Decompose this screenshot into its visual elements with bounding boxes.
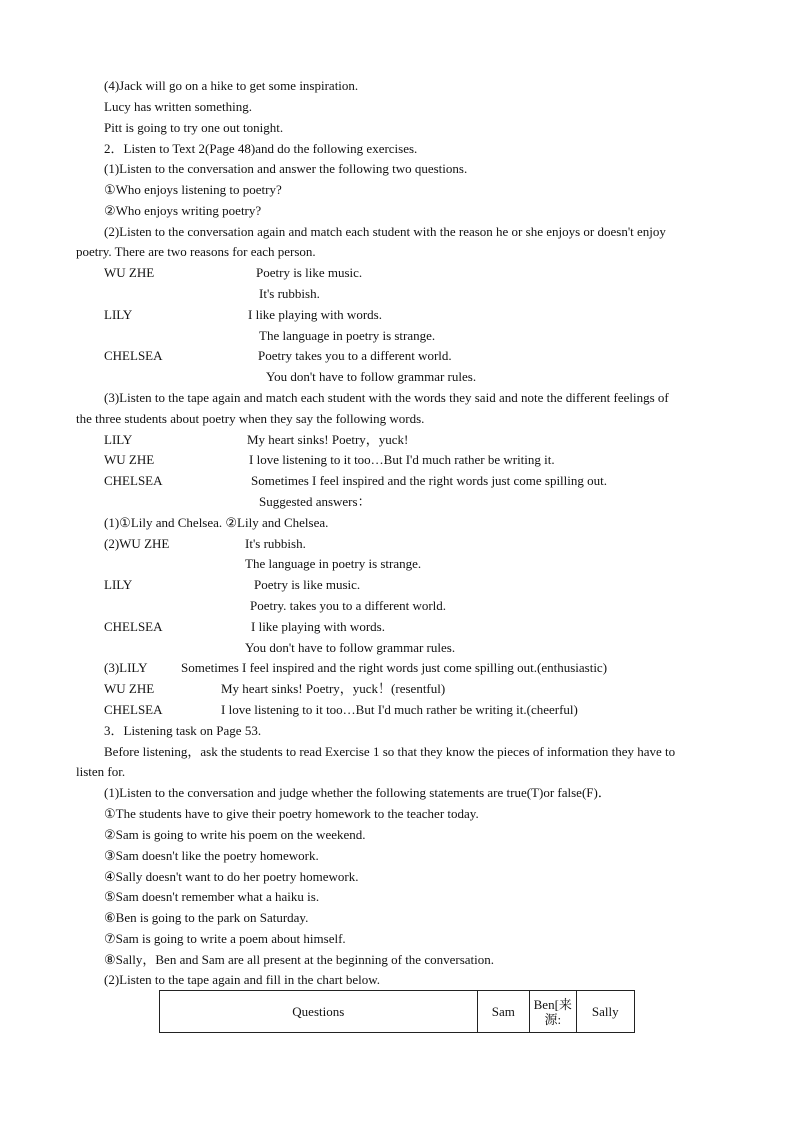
text-line: (1)Listen to the conversation and judge whether the following statements are true(T)or false(F)． <box>104 785 611 800</box>
answer-line: (1)①Lily and Chelsea. ②Lily and Chelsea. <box>104 515 329 530</box>
match-reason: It's rubbish. <box>259 286 320 301</box>
answer-line: Poetry. takes you to a different world. <box>250 598 447 613</box>
text-line: (3)Listen to the tape again and match each student with the words they said and note the different feelings of <box>104 390 669 405</box>
answer-name: (3)LILY <box>104 660 148 675</box>
section-heading: 2．Listen to Text 2(Page 48)and do the following exercises. <box>104 141 418 156</box>
match-name: WU ZHE <box>104 452 155 467</box>
match-quote: I love listening to it too…But I'd much rather be writing it. <box>249 452 555 467</box>
statement-line: ⑧Sally，Ben and Sam are all present at the beginning of the conversation. <box>104 952 494 967</box>
chart-header-questions: Questions <box>160 991 478 1033</box>
match-reason: Poetry takes you to a different world. <box>258 348 452 363</box>
text-line: Before listening，ask the students to read Exercise 1 so that they know the pieces of information they have to <box>104 744 676 759</box>
match-name: LILY <box>104 432 133 447</box>
statement-line: ⑦Sam is going to write a poem about himself. <box>104 931 346 946</box>
suggested-answers-heading: Suggested answers： <box>259 494 371 509</box>
text-line: Lucy has written something. <box>104 99 253 114</box>
answer-line: My heart sinks! Poetry，yuck！(resentful) <box>221 681 446 696</box>
text-line: (2)Listen to the tape again and fill in the chart below. <box>104 972 381 987</box>
match-name: WU ZHE <box>104 265 155 280</box>
statement-line: ⑥Ben is going to the park on Saturday. <box>104 910 309 925</box>
answer-line: The language in poetry is strange. <box>245 556 422 571</box>
question-line: ②Who enjoys writing poetry? <box>104 203 262 218</box>
match-name: CHELSEA <box>104 473 163 488</box>
answer-name: (2)WU ZHE <box>104 536 170 551</box>
match-quote: Sometimes I feel inspired and the right words just come spilling out. <box>251 473 608 488</box>
answer-line: Sometimes I feel inspired and the right words just come spilling out.(enthusiastic) <box>181 660 608 675</box>
text-line: Pitt is going to try one out tonight. <box>104 120 284 135</box>
answer-line: You don't have to follow grammar rules. <box>245 640 456 655</box>
text-line: (1)Listen to the conversation and answer the following two questions. <box>104 161 468 176</box>
statement-line: ②Sam is going to write his poem on the weekend. <box>104 827 366 842</box>
section-heading: 3．Listening task on Page 53. <box>104 723 262 738</box>
match-reason: You don't have to follow grammar rules. <box>266 369 477 384</box>
answer-chart <box>159 990 635 1033</box>
match-name: CHELSEA <box>104 348 163 363</box>
answer-name: CHELSEA <box>104 702 163 717</box>
chart-header-sam: Sam <box>477 991 529 1033</box>
statement-line: ④Sally doesn't want to do her poetry homework. <box>104 869 359 884</box>
text-line: (2)Listen to the conversation again and match each student with the reason he or she enjoys or doesn't enjoy <box>104 224 666 239</box>
text-line: poetry. There are two reasons for each person. <box>76 244 316 259</box>
match-reason: Poetry is like music. <box>256 265 363 280</box>
statement-line: ①The students have to give their poetry homework to the teacher today. <box>104 806 479 821</box>
statement-line: ③Sam doesn't like the poetry homework. <box>104 848 319 863</box>
answer-name: WU ZHE <box>104 681 155 696</box>
answer-line: I like playing with words. <box>251 619 385 634</box>
answer-name: LILY <box>104 577 133 592</box>
chart-header-row <box>160 991 635 1033</box>
match-name: LILY <box>104 307 133 322</box>
match-quote: My heart sinks! Poetry，yuck! <box>247 432 409 447</box>
text-line: listen for. <box>76 764 126 779</box>
match-reason: I like playing with words. <box>248 307 382 322</box>
text-line: (4)Jack will go on a hike to get some inspiration. <box>104 78 359 93</box>
answer-line: I love listening to it too…But I'd much rather be writing it.(cheerful) <box>221 702 578 717</box>
chart-header-ben: Ben[来源: <box>530 991 576 1033</box>
question-line: ①Who enjoys listening to poetry? <box>104 182 282 197</box>
chart-header-sally: Sally <box>576 991 634 1033</box>
statement-line: ⑤Sam doesn't remember what a haiku is. <box>104 889 320 904</box>
answer-line: It's rubbish. <box>245 536 306 551</box>
match-reason: The language in poetry is strange. <box>259 328 436 343</box>
answer-name: CHELSEA <box>104 619 163 634</box>
answer-line: Poetry is like music. <box>254 577 361 592</box>
text-line: the three students about poetry when they say the following words. <box>76 411 425 426</box>
